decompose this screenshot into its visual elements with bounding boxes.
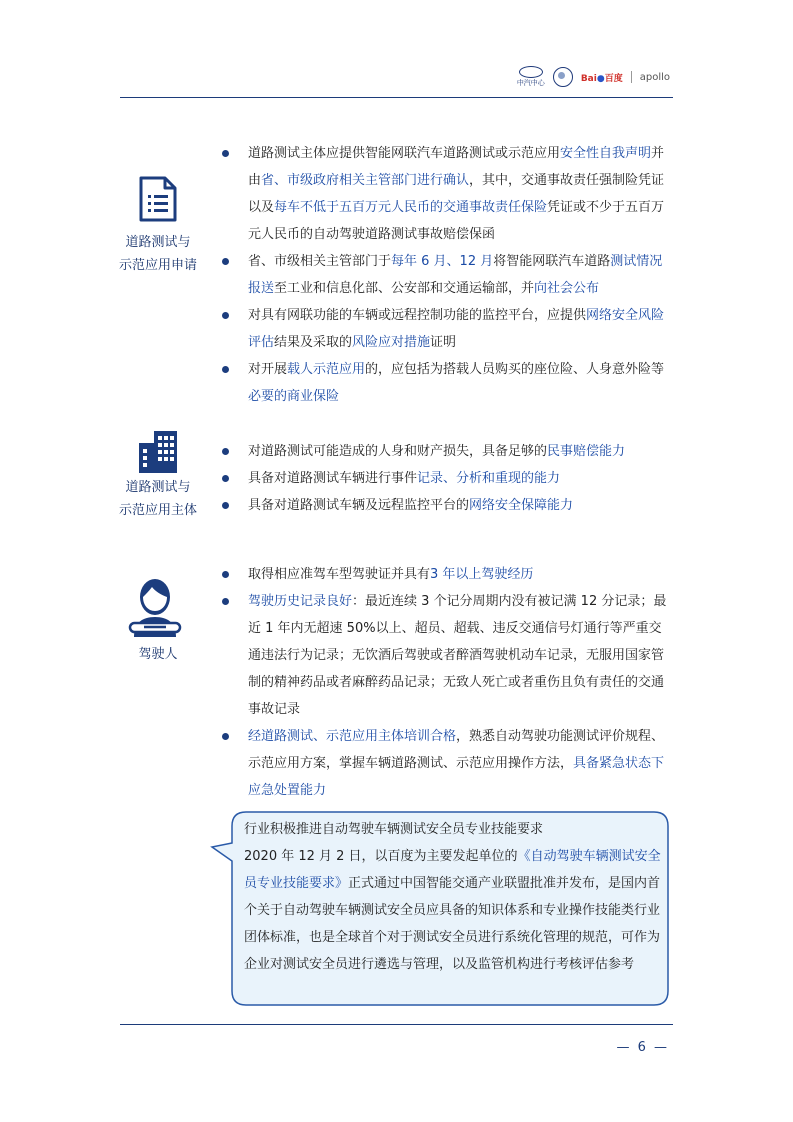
baidu-paw-icon: ● (596, 73, 605, 84)
application-label-line2: 示范应用申请 (118, 258, 197, 273)
driver-section-label: 驾驶人 (138, 647, 178, 662)
entity-label-line1: 道路测试与 (125, 480, 191, 495)
body-text: 对开展 (248, 362, 288, 377)
list-item (222, 561, 674, 588)
highlighted-text: 具备紧急状态下应急处置能力 (248, 756, 665, 798)
entity-section-label (98, 476, 218, 522)
body-text: 具备对道路测试车辆及远程监控平台的 (248, 498, 470, 513)
university-seal-icon (553, 67, 573, 87)
highlighted-text: 网络安全风险评估 (248, 308, 665, 350)
highlighted-text: 网络安全保障能力 (469, 498, 574, 513)
body-text: 结果及采取的 (274, 335, 353, 350)
highlighted-text: 省、市级政府相关主管部门进行确认 (261, 173, 470, 188)
driver-icon (128, 575, 182, 641)
application-section-label (98, 231, 218, 277)
catarc-logo-text: 中汽中心 (516, 79, 545, 87)
body-text: ，熟悉自动驾驶功能测试评价规程、示范应用方案，掌握车辆道路测试、示范应用操作方法， (248, 729, 665, 771)
highlighted-text: 测试情况报送 (248, 254, 663, 296)
driver-list (222, 561, 674, 804)
body-text: 对道路测试可能造成的人身和财产损失，具备足够的 (248, 444, 548, 459)
callout-paragraph (244, 843, 664, 978)
application-label-line1: 道路测试与 (125, 235, 191, 250)
apollo-logo: apollo (639, 71, 670, 83)
body-text: 道路测试主体应提供智能网联汽车道路测试或示范应用 (248, 146, 561, 161)
application-list (222, 140, 674, 410)
body-text: 正式通过中国智能交通产业联盟批准并发布，是国内首个关于自动驾驶车辆测试安全员应具备的知识体系和专业操作技能类行业团体标准，也是全球首个对于测试安全员进行系统化管理的规范，可作为企业对测试安全员进行遴选与管理，以及监管机构进行考核评估参考 (244, 876, 661, 972)
baidu-logo (581, 71, 623, 84)
highlighted-text: 3 年以上驾驶经历 (430, 567, 534, 582)
highlighted-text: 风险应对措施 (352, 335, 431, 350)
highlighted-text: 记录、分析和重现的能力 (417, 471, 561, 486)
list-item (222, 723, 674, 804)
body-text: 至工业和信息化部、公安部和交通运输部，并 (274, 281, 535, 296)
highlighted-text: 必要的商业保险 (248, 389, 340, 404)
baidu-logo-text: Bai (580, 73, 597, 84)
callout-box (232, 811, 668, 1007)
highlighted-text: 每车不低于五百万元人民币的交通事故责任保险 (274, 200, 548, 215)
body-text: 证明 (430, 335, 457, 350)
highlighted-text: 每年 6 月、12 月 (391, 254, 494, 269)
entity-list (222, 438, 674, 519)
highlighted-text: 安全性自我声明 (560, 146, 652, 161)
document-list-icon (138, 175, 178, 227)
footer-rule (120, 1024, 673, 1025)
body-text: 省、市级相关主管部门于 (248, 254, 392, 269)
list-item (222, 356, 674, 410)
catarc-logo-oval (519, 66, 543, 78)
list-item (222, 588, 674, 723)
list-item (222, 302, 674, 356)
header-logos (517, 66, 670, 88)
body-text: 将智能网联汽车道路 (493, 254, 611, 269)
page-number: — 6 — (616, 1040, 669, 1055)
header-rule (120, 97, 673, 98)
highlighted-text: 经道路测试、示范应用主体培训合格 (248, 729, 457, 744)
list-item (222, 248, 674, 302)
body-text: ，其中，交通事故责任强制险凭证以及 (248, 173, 665, 215)
list-item (222, 492, 674, 519)
callout-body (244, 816, 664, 978)
highlighted-text: 驾驶历史记录良好 (248, 594, 353, 609)
highlighted-text: 载人示范应用 (287, 362, 366, 377)
body-text: 具备对道路测试车辆进行事件 (248, 471, 418, 486)
body-text: 取得相应准驾车型驾驶证并具有 (248, 567, 431, 582)
highlighted-text: 《自动驾驶车辆测试安全员专业技能要求》 (244, 849, 661, 891)
body-text: 并由 (248, 146, 665, 188)
highlighted-text: 向社会公布 (534, 281, 600, 296)
building-icon (139, 431, 179, 477)
list-item (222, 465, 674, 492)
list-item (222, 140, 674, 248)
baidu-logo-suffix: 百度 (604, 73, 623, 84)
callout-title: 行业积极推进自动驾驶车辆测试安全员专业技能要求 (244, 822, 544, 837)
body-text: ：最近连续 3 个记分周期内没有被记满 12 分记录；最近 1 年内无超速 50%以上、超员、超载、违反交通信号灯通行等严重交通违法行为记录；无饮酒后驾驶或者醉酒驾驶机动车记录，无服用国家管制的精神药品或者麻醉药品记录；无致人死亡或者重伤且负有责任的交通事故记录 (248, 594, 667, 717)
body-text: 2020 年 12 月 2 日，以百度为主要发起单位的 (244, 849, 518, 864)
highlighted-text: 民事赔偿能力 (547, 444, 626, 459)
logo-divider (631, 71, 632, 83)
entity-label-line2: 示范应用主体 (118, 503, 197, 518)
body-text: 对具有网联功能的车辆或远程控制功能的监控平台，应提供 (248, 308, 587, 323)
catarc-logo (517, 66, 545, 88)
body-text: 的，应包括为搭载人员购买的座位险、人身意外险等 (365, 362, 665, 377)
list-item (222, 438, 674, 465)
body-text: 凭证或不少于五百万元人民币的自动驾驶道路测试事故赔偿保函 (248, 200, 665, 242)
